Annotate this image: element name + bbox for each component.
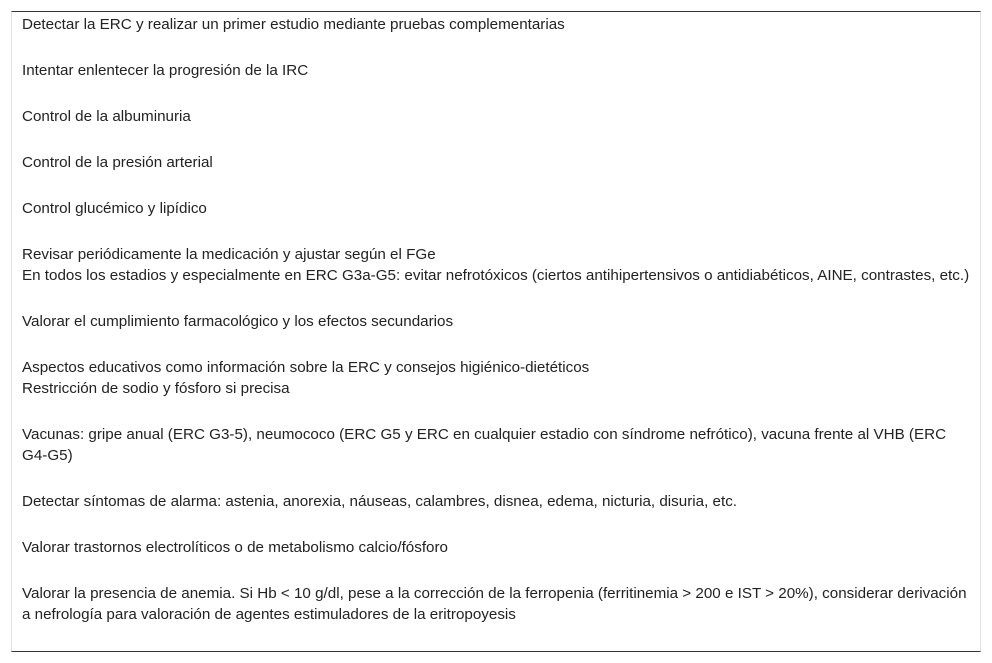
row-text: Valorar el cumplimiento farmacológico y los efectos secundarios (22, 313, 454, 330)
table-row (12, 106, 980, 127)
table-body (12, 12, 980, 625)
row-text: Control de la presión arterial (22, 154, 213, 171)
table-row (12, 537, 980, 558)
table-row (12, 491, 980, 512)
row-text: Valorar la presencia de anemia. Si Hb < 10 g/dl, pese a la corrección de la ferropenia (ferritinemia > 200 e IST > 20%), considerar derivación a nefrología para valoración de agentes estimuladores de la eritropoyesis (22, 585, 967, 623)
row-text: Vacunas: gripe anual (ERC G3-5), neumococo (ERC G5 y ERC en cualquier estadio con síndrome nefrótico), vacuna frente al VHB (ERC G4-G5) (22, 426, 947, 464)
row-text: Control de la albuminuria (22, 108, 191, 125)
row-text: En todos los estadios y especialmente en ERC G3a-G5: evitar nefrotóxicos (ciertos antihipertensivos o antidiabéticos, AINE, contrastes, etc.) (22, 267, 970, 284)
table-row (12, 14, 980, 35)
table-row (12, 311, 980, 332)
row-text: Aspectos educativos como información sobre la ERC y consejos higiénico-dietéticos (22, 359, 590, 376)
row-text: Control glucémico y lipídico (22, 200, 207, 217)
table-row (12, 244, 980, 286)
table-row (12, 583, 980, 625)
table-row (12, 60, 980, 81)
row-text: Intentar enlentecer la progresión de la IRC (22, 62, 309, 79)
table-row (12, 198, 980, 219)
row-text: Detectar la ERC y realizar un primer estudio mediante pruebas complementarias (22, 16, 565, 33)
table-row (12, 357, 980, 399)
table-row (12, 152, 980, 173)
row-text: Revisar periódicamente la medicación y ajustar según el FGe (22, 246, 436, 263)
row-text: Restricción de sodio y fósforo si precisa (22, 380, 290, 397)
row-text: Valorar trastornos electrolíticos o de metabolismo calcio/fósforo (22, 539, 448, 556)
table-row (12, 424, 980, 466)
recommendations-table (11, 11, 981, 652)
row-text: Detectar síntomas de alarma: astenia, anorexia, náuseas, calambres, disnea, edema, nicturia, disuria, etc. (22, 493, 738, 510)
